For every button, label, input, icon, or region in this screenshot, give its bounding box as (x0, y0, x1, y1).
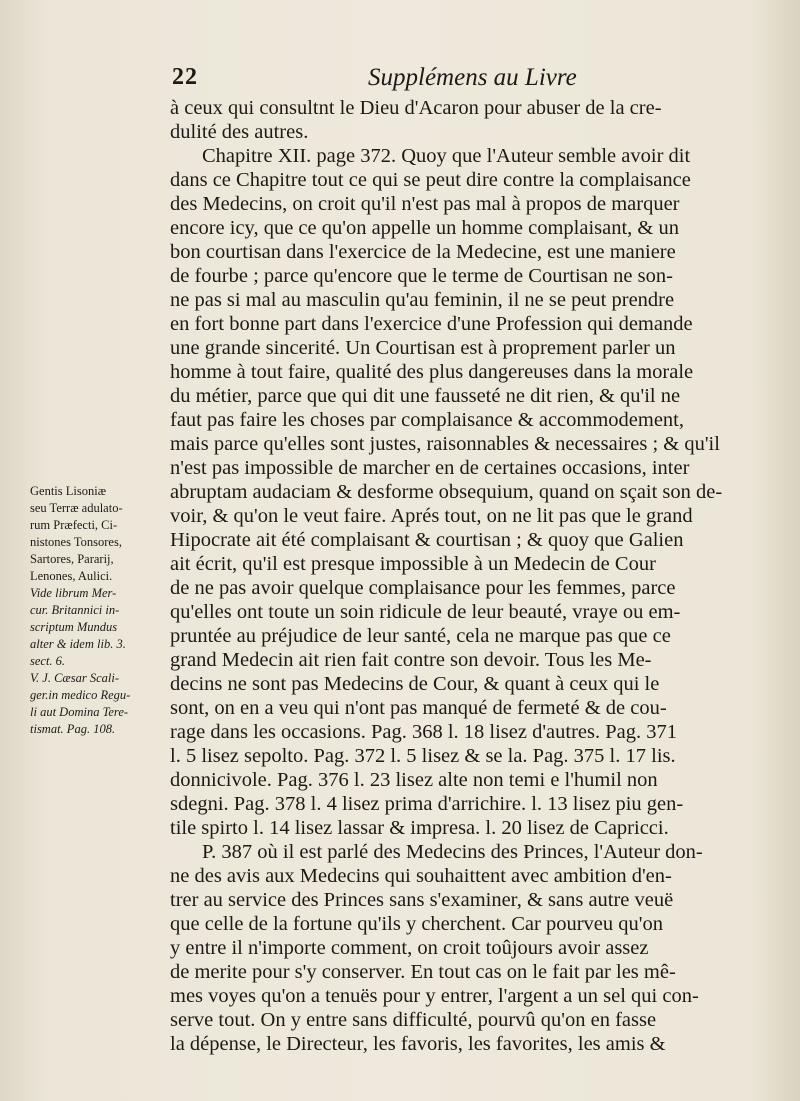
text-line: de fourbe ; parce qu'encore que le terme de Courtisan ne son- (170, 265, 673, 287)
text-line: ait écrit, qu'il est presque impossible à un Medecin de Cour (170, 553, 656, 575)
margin-line: scriptum Mundus (30, 620, 118, 634)
text-line: de ne pas avoir quelque complaisance pour les femmes, parce (170, 577, 676, 599)
margin-line: Gentis Lisoniæ (30, 484, 107, 498)
text-line: pruntée au préjudice de leur santé, cela ne marque pas que ce (170, 625, 671, 647)
text-line: encore icy, que ce qu'on appelle un homme complaisant, & un (170, 217, 680, 239)
text-line: sdegni. Pag. 378 l. 4 lisez prima d'arrichire. l. 13 lisez piu gen- (170, 793, 684, 815)
text-line: mes voyes qu'on a tenuës pour y entrer, l'argent a un sel qui con- (170, 985, 699, 1007)
text-line: l. 5 lisez sepolto. Pag. 372 l. 5 lisez & se la. Pag. 375 l. 17 lis. (170, 745, 676, 767)
main-text (170, 96, 782, 1056)
margin-line: tismat. Pag. 108. (30, 722, 116, 736)
text-line: Hipocrate ait été complaisant & courtisan ; & quoy que Galien (170, 529, 684, 551)
running-title: Supplémens au Livre (368, 64, 577, 91)
text-line: Chapitre XII. page 372. Quoy que l'Auteur semble avoir dit (202, 145, 691, 167)
text-line: n'est pas impossible de marcher en de certaines occasions, inter (170, 457, 690, 479)
margin-line: nistones Tonsores, (30, 535, 122, 549)
text-line: du métier, parce que qui dit une fausseté ne dit rien, & qu'il ne (170, 385, 681, 407)
margin-line: ger.in medico Regu- (30, 688, 131, 702)
text-line: ne des avis aux Medecins qui souhaittent avec ambition d'en- (170, 865, 672, 887)
text-line: trer au service des Princes sans s'examiner, & sans autre veuë (170, 889, 674, 911)
text-line: rage dans les occasions. Pag. 368 l. 18 lisez d'autres. Pag. 371 (170, 721, 677, 743)
margin-line: seu Terræ adulato- (30, 501, 123, 515)
text-line: sont, on en a veu qui n'ont pas manqué de fermeté & de cou- (170, 697, 667, 719)
text-line: tile spirto l. 14 lisez lassar & impresa. l. 20 lisez de Capricci. (170, 817, 669, 839)
text-line: mais parce qu'elles sont justes, raisonnables & necessaires ; & qu'il (170, 433, 720, 455)
text-line: à ceux qui consultnt le Dieu d'Acaron pour abuser de la cre- (170, 97, 662, 119)
margin-line: alter & idem lib. 3. (30, 637, 126, 651)
margin-line: cur. Britannici in- (30, 603, 120, 617)
text-line: y entre il n'importe comment, on croit toûjours avoir assez (170, 937, 649, 959)
text-line: faut pas faire les choses par complaisance & accommodement, (170, 409, 685, 431)
margin-line: sect. 6. (30, 654, 66, 668)
margin-line: li aut Domina Tere- (30, 705, 129, 719)
text-line: P. 387 où il est parlé des Medecins des Princes, l'Auteur don- (202, 841, 703, 863)
margin-line: Lenones, Aulici. (30, 569, 113, 583)
margin-line: Vide librum Mer- (30, 586, 117, 600)
text-line: serve tout. On y entre sans difficulté, pourvû qu'on en fasse (170, 1009, 657, 1031)
text-line: qu'elles ont toute un soin ridicule de leur beauté, vraye ou em- (170, 601, 681, 623)
text-line: une grande sincerité. Un Courtisan est à proprement parler un (170, 337, 676, 359)
text-line: abruptam audaciam & desforme obsequium, quand on sçait son de- (170, 481, 723, 503)
page-header (172, 64, 782, 98)
margin-note (30, 483, 168, 738)
text-line: bon courtisan dans l'exercice de la Medecine, est une maniere (170, 241, 676, 263)
text-line: ne pas si mal au masculin qu'au feminin, il ne se peut prendre (170, 289, 675, 311)
text-line: que celle de la fortune qu'ils y cherchent. Car pourveu qu'on (170, 913, 663, 935)
text-line: en fort bonne part dans l'exercice d'une Profession qui demande (170, 313, 693, 335)
text-line: homme à tout faire, qualité des plus dangereuses dans la morale (170, 361, 694, 383)
text-line: dans ce Chapitre tout ce qui se peut dire contre la complaisance (170, 169, 691, 191)
text-line: decins ne sont pas Medecins de Cour, & quant à ceux qui le (170, 673, 660, 695)
text-line: grand Medecin ait rien fait contre son devoir. Tous les Me- (170, 649, 652, 671)
text-line: dulité des autres. (170, 121, 309, 143)
text-line: donnicivole. Pag. 376 l. 23 lisez alte non temi e l'humil non (170, 769, 658, 791)
text-line: voir, & qu'on le veut faire. Aprés tout, on ne lit pas que le grand (170, 505, 693, 527)
text-line: la dépense, le Directeur, les favoris, les favorites, les amis & (170, 1033, 666, 1055)
page-number: 22 (172, 64, 198, 90)
text-line: de merite pour s'y conserver. En tout cas on le fait par les mê- (170, 961, 676, 983)
margin-line: rum Præfecti, Ci- (30, 518, 118, 532)
margin-line: V. J. Cæsar Scali- (30, 671, 120, 685)
text-line: des Medecins, on croit qu'il n'est pas mal à propos de marquer (170, 193, 680, 215)
margin-line: Sartores, Pararij, (30, 552, 114, 566)
